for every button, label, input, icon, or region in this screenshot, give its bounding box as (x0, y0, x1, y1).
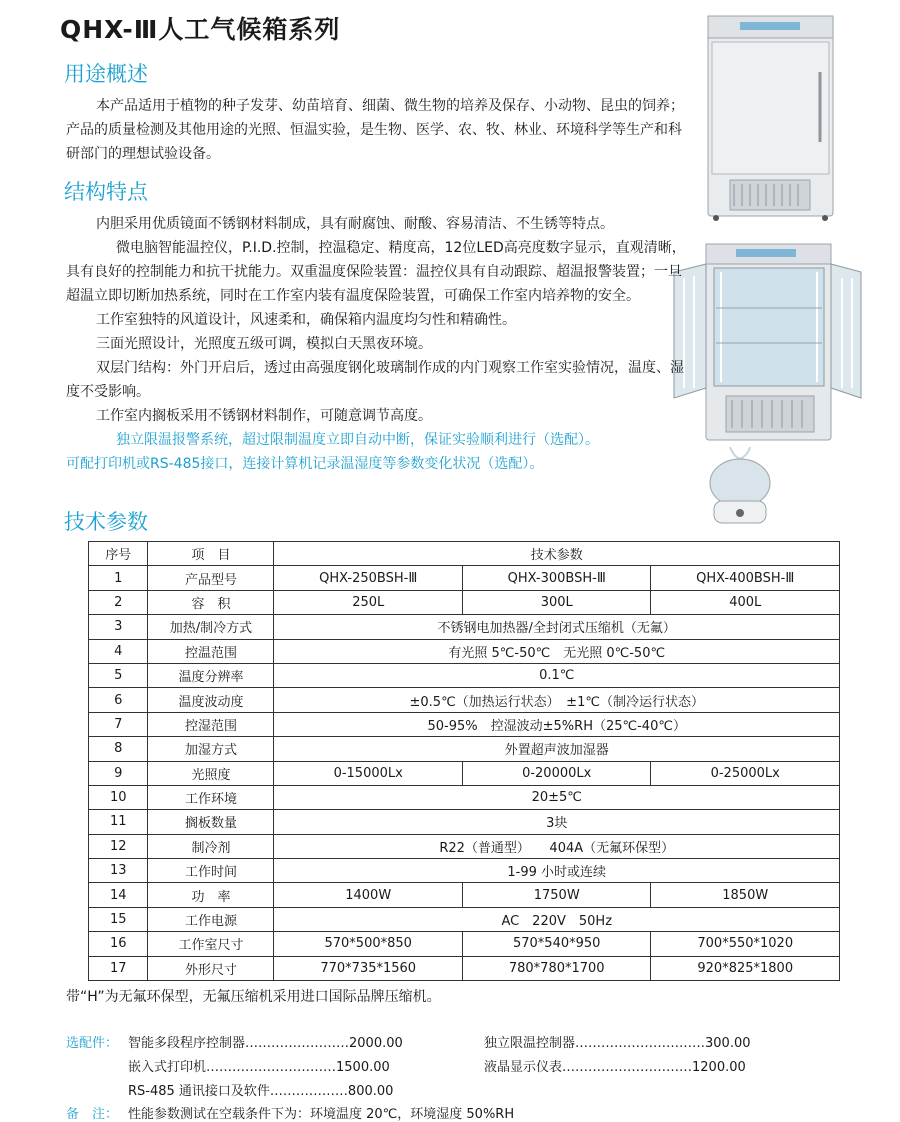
row-no: 13 (89, 859, 148, 883)
row-no: 8 (89, 737, 148, 761)
accessory-item-5: RS-485 通讯接口及软件………………800.00 (128, 1084, 394, 1099)
row-value-model-3: QHX-400BSH-Ⅲ (651, 566, 840, 590)
table-header-row (89, 542, 840, 566)
table-row (89, 566, 840, 590)
row-no: 14 (89, 883, 148, 907)
structure-text-block (66, 212, 686, 476)
row-value-model-1: QHX-250BSH-Ⅲ (274, 566, 463, 590)
table-row (89, 639, 840, 663)
row-item: 控温范围 (148, 639, 274, 663)
usage-text: 本产品适用于植物的种子发芽、幼苗培育、细菌、微生物的培养及保存、小动物、昆虫的饲养；产品的质量检测及其他用途的光照、恒温实验，是生物、医学、农、牧、林业、环境科学等生产和科研部门的理想试验设备。 (66, 98, 684, 162)
row-no: 2 (89, 590, 148, 614)
row-value-model-1: 0-15000Lx (274, 761, 463, 785)
row-item: 功 率 (148, 883, 274, 907)
structure-para-4: 三面光照设计，光照度五级可调，模拟白天黑夜环境。 (96, 336, 432, 352)
row-no: 12 (89, 834, 148, 858)
row-no: 6 (89, 688, 148, 712)
table-row (89, 737, 840, 761)
row-item: 容 积 (148, 590, 274, 614)
row-value-model-2: 0-20000Lx (462, 761, 651, 785)
row-no: 15 (89, 907, 148, 931)
header-item: 项 目 (148, 542, 274, 566)
structure-para-6: 工作室内搁板采用不锈钢材料制作，可随意调节高度。 (96, 408, 432, 424)
row-no: 11 (89, 810, 148, 834)
row-item: 光照度 (148, 761, 274, 785)
row-value: 0.1℃ (274, 663, 840, 687)
row-item: 温度波动度 (148, 688, 274, 712)
row-value-model-2: 570*540*950 (462, 932, 651, 956)
row-no: 3 (89, 615, 148, 639)
row-item: 搁板数量 (148, 810, 274, 834)
table-row (89, 834, 840, 858)
table-row (89, 688, 840, 712)
accessory-item-1: 智能多段程序控制器……………………2000.00 (128, 1036, 403, 1051)
row-item: 制冷剂 (148, 834, 274, 858)
chamber-closed-image (700, 12, 840, 222)
row-no: 5 (89, 663, 148, 687)
table-row (89, 956, 840, 980)
row-value: 20±5℃ (274, 785, 840, 809)
row-item: 工作时间 (148, 859, 274, 883)
spec-table (88, 541, 840, 981)
table-row (89, 785, 840, 809)
accessory-item-2: 独立限温控制器…………………………300.00 (484, 1036, 751, 1051)
table-row (89, 712, 840, 736)
table-row (89, 907, 840, 931)
section-structure: 结构特点 (64, 180, 148, 204)
row-no: 16 (89, 932, 148, 956)
remark-text: 性能参数测试在空载条件下为：环境温度 20℃，环境湿度 50%RH (128, 1107, 515, 1122)
row-value-model-1: 570*500*850 (274, 932, 463, 956)
row-value: AC 220V 50Hz (274, 907, 840, 931)
structure-optional-2: 可配打印机或RS-485接口，连接计算机记录温湿度等参数变化状况（选配）。 (66, 456, 544, 472)
accessory-item-4: 液晶显示仪表…………………………1200.00 (484, 1060, 746, 1075)
table-row (89, 761, 840, 785)
accessory-item-3: 嵌入式打印机…………………………1500.00 (128, 1060, 390, 1075)
section-usage: 用途概述 (64, 62, 148, 86)
row-value-model-1: 250L (274, 590, 463, 614)
section-spec: 技术参数 (64, 510, 148, 534)
row-value: 有光照 5℃-50℃ 无光照 0℃-50℃ (274, 639, 840, 663)
row-value: 不锈钢电加热器/全封闭式压缩机（无氟） (274, 615, 840, 639)
row-item: 加湿方式 (148, 737, 274, 761)
row-item: 工作电源 (148, 907, 274, 931)
row-item: 工作室尺寸 (148, 932, 274, 956)
table-row (89, 810, 840, 834)
structure-para-5: 双层门结构：外门开启后，透过由高强度钢化玻璃制作成的内门观察工作室实验情况，温度、湿度不受影响。 (66, 360, 684, 400)
table-row (89, 883, 840, 907)
page-title: QHX-Ⅲ人工气候箱系列 (60, 15, 341, 44)
row-value-model-2: 1750W (462, 883, 651, 907)
row-no: 7 (89, 712, 148, 736)
row-value-model-3: 0-25000Lx (651, 761, 840, 785)
row-item: 控湿范围 (148, 712, 274, 736)
header-params: 技术参数 (274, 542, 840, 566)
row-value-model-3: 1850W (651, 883, 840, 907)
table-row (89, 932, 840, 956)
row-no: 4 (89, 639, 148, 663)
table-row (89, 859, 840, 883)
row-value-model-1: 1400W (274, 883, 463, 907)
row-value: 外置超声波加湿器 (274, 737, 840, 761)
row-value-model-1: 770*735*1560 (274, 956, 463, 980)
structure-para-2: 微电脑智能温控仪，P.I.D.控制，控温稳定、精度高，12位LED高亮度数字显示，直观清晰，具有良好的控制能力和抗干扰能力。双重温度保险装置：温控仪具有自动跟踪、超温报警装置；一旦超温立即切断加热系统，同时在工作室内装有温度保险装置，可确保工作室内培养物的安全。 (66, 240, 686, 304)
row-value: ±0.5℃（加热运行状态） ±1℃（制冷运行状态） (274, 688, 840, 712)
row-value: R22（普通型） 404A（无氟环保型） (274, 834, 840, 858)
row-value-model-3: 700*550*1020 (651, 932, 840, 956)
structure-para-1: 内胆采用优质镜面不锈钢材料制成，具有耐腐蚀、耐酸、容易清洁、不生锈等特点。 (96, 216, 614, 232)
row-no: 10 (89, 785, 148, 809)
row-value-model-3: 920*825*1800 (651, 956, 840, 980)
row-value-model-2: 780*780*1700 (462, 956, 651, 980)
row-no: 17 (89, 956, 148, 980)
row-value: 50-95% 控湿波动±5%RH（25℃-40℃） (274, 712, 840, 736)
table-row (89, 663, 840, 687)
row-item: 工作环境 (148, 785, 274, 809)
row-value-model-3: 400L (651, 590, 840, 614)
accessories-label: 选配件： (66, 1036, 119, 1051)
row-value-model-2: QHX-300BSH-Ⅲ (462, 566, 651, 590)
row-value: 3块 (274, 810, 840, 834)
table-row (89, 615, 840, 639)
row-item: 产品型号 (148, 566, 274, 590)
row-no: 1 (89, 566, 148, 590)
table-row (89, 590, 840, 614)
usage-text-block (66, 94, 686, 166)
row-value-model-2: 300L (462, 590, 651, 614)
header-no: 序号 (89, 542, 148, 566)
row-item: 温度分辨率 (148, 663, 274, 687)
row-no: 9 (89, 761, 148, 785)
footnote: 带“H”为无氟环保型，无氟压缩机采用进口国际品牌压缩机。 (66, 989, 441, 1005)
structure-optional-1: 独立限温报警系统，超过限制温度立即自动中断，保证实验顺利进行（选配）。 (116, 432, 599, 448)
structure-para-3: 工作室独特的风道设计，风速柔和，确保箱内温度均匀性和精确性。 (96, 312, 516, 328)
row-item: 加热/制冷方式 (148, 615, 274, 639)
row-value: 1-99 小时或连续 (274, 859, 840, 883)
humidifier-image (700, 445, 780, 530)
chamber-open-image (666, 238, 866, 448)
remark-label: 备 注： (66, 1107, 119, 1122)
row-item: 外形尺寸 (148, 956, 274, 980)
